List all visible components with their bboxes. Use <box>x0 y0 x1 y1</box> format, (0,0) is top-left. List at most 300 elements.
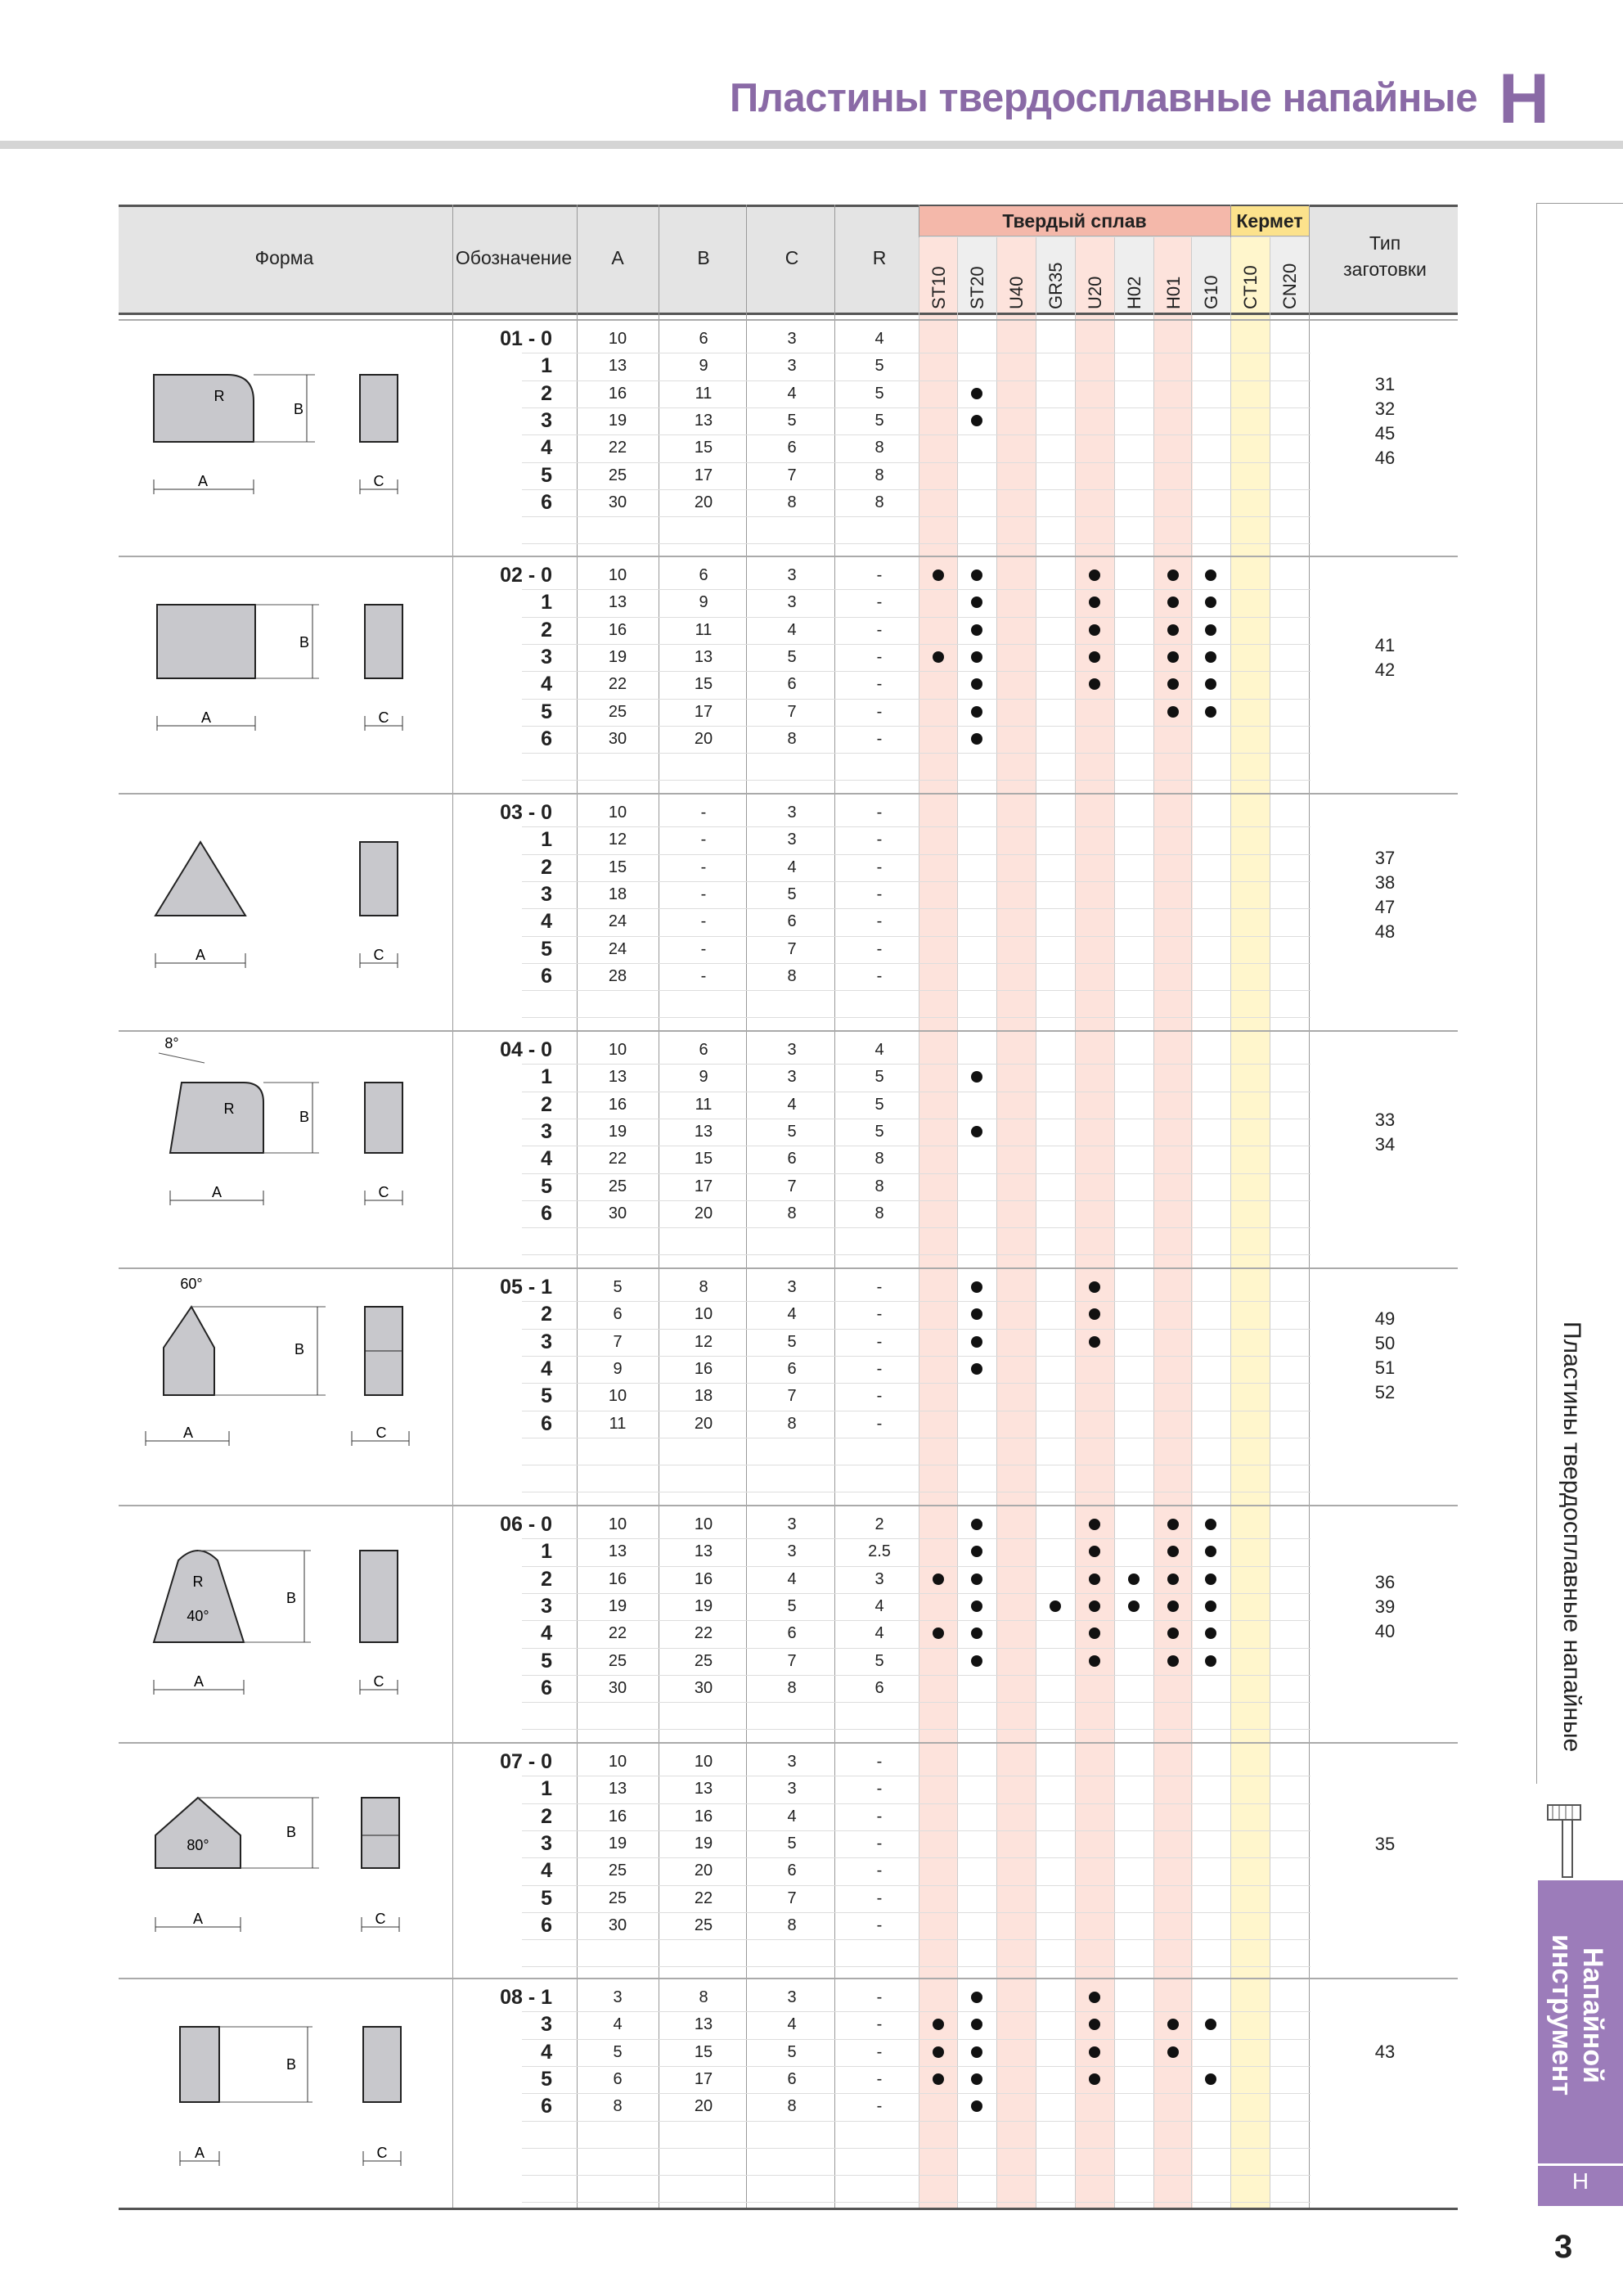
dimension-c: 5 <box>787 2042 797 2061</box>
svg-text:B: B <box>293 401 304 417</box>
dimension-b: - <box>700 858 707 876</box>
dimension-r: 5 <box>874 1651 884 1670</box>
availability-dot <box>1089 2073 1100 2085</box>
dimension-r: - <box>876 1834 883 1853</box>
dimension-r: 5 <box>874 1122 884 1141</box>
dimension-r: 8 <box>874 1177 884 1195</box>
availability-dot <box>971 1627 982 1639</box>
designation-code: 3 <box>541 1119 552 1143</box>
dimension-b: 9 <box>699 1068 708 1087</box>
dimension-a: 25 <box>608 1177 627 1195</box>
dimension-c: 3 <box>787 1515 797 1533</box>
dimension-c: 6 <box>787 675 797 694</box>
designation-code: 5 <box>541 1886 552 1910</box>
row-line <box>522 1702 1311 1703</box>
dimension-a: 13 <box>608 1068 627 1087</box>
blank-type: 36 <box>1374 1571 1396 1592</box>
dimension-c: 3 <box>787 1753 797 1771</box>
grade-label-g10: G10 <box>1201 275 1221 309</box>
blank-type: 51 <box>1374 1357 1396 1378</box>
availability-dot <box>1205 569 1216 581</box>
row-line <box>522 1729 1311 1730</box>
designation-code: 3 <box>541 882 552 906</box>
title-divider <box>0 141 1623 149</box>
availability-dot <box>1128 1600 1140 1612</box>
grade-stripe <box>919 314 958 2209</box>
availability-dot <box>971 2073 982 2085</box>
dimension-b: 13 <box>694 647 713 666</box>
header-b: B <box>697 247 710 268</box>
dimension-c: 4 <box>787 620 797 639</box>
dimension-a: 22 <box>608 675 627 694</box>
dimension-r: - <box>876 1753 883 1771</box>
dimension-c: 5 <box>787 1122 797 1141</box>
grade-divider <box>1191 237 1192 2209</box>
svg-text:C: C <box>376 2145 388 2161</box>
designation-code: 4 <box>541 1357 552 1380</box>
grade-stripe <box>996 314 1036 2209</box>
dimension-b: 10 <box>694 1753 713 1771</box>
shape-08 <box>123 1989 450 2210</box>
header-a: A <box>611 247 624 268</box>
availability-dot <box>1167 2046 1179 2058</box>
availability-dot <box>933 2046 944 2058</box>
svg-text:R: R <box>192 1573 204 1590</box>
shape-02 <box>123 562 450 783</box>
row-line <box>522 516 1311 517</box>
designation-code: 1 <box>541 354 552 378</box>
availability-dot <box>971 1126 982 1137</box>
grade-label-u20: U20 <box>1085 276 1105 309</box>
cermet-stripe <box>1230 314 1270 2209</box>
header-carbide: Твердый сплав <box>919 206 1230 236</box>
dimension-a: 30 <box>608 1678 627 1697</box>
shape-03 <box>123 799 450 1020</box>
designation-code: 02 - 0 <box>500 564 552 587</box>
header-type-2: заготовки <box>1343 259 1427 280</box>
dimension-a: 30 <box>608 1916 627 1934</box>
designation-code: 6 <box>541 727 552 750</box>
svg-text:8°: 8° <box>164 1035 179 1051</box>
dimension-c: 4 <box>787 1569 797 1588</box>
dimension-a: 30 <box>608 1204 627 1222</box>
availability-dot <box>1089 651 1100 663</box>
blank-types <box>1315 372 1454 470</box>
dimension-r: - <box>876 593 883 612</box>
shape-04 <box>123 1017 450 1238</box>
designation-code: 4 <box>541 1147 552 1171</box>
blank-type: 40 <box>1374 1620 1396 1641</box>
svg-text:60°: 60° <box>180 1276 203 1292</box>
availability-dot <box>971 1546 982 1557</box>
svg-text:B: B <box>299 634 310 651</box>
tab-letter: H <box>1571 2168 1589 2194</box>
dimension-a: 24 <box>608 912 627 931</box>
side-divider <box>1536 203 1537 1784</box>
dimension-c: 3 <box>787 1542 797 1561</box>
availability-dot <box>1205 678 1216 690</box>
dimension-a: 13 <box>608 1780 627 1799</box>
dimension-c: 7 <box>787 702 797 721</box>
blank-types <box>1315 1832 1454 1857</box>
dimension-a: 10 <box>608 566 627 584</box>
availability-dot <box>971 1519 982 1530</box>
availability-dot <box>1205 2073 1216 2085</box>
dimension-r: 4 <box>874 1596 884 1615</box>
availability-dot <box>1205 624 1216 636</box>
dimension-b: 20 <box>694 493 713 511</box>
svg-text:C: C <box>378 709 389 726</box>
dimension-b: 22 <box>694 1624 713 1643</box>
dimension-a: 22 <box>608 439 627 457</box>
grade-divider <box>996 237 997 2209</box>
dimension-a: 4 <box>613 2015 623 2034</box>
dimension-c: 3 <box>787 1068 797 1087</box>
dimension-b: 20 <box>694 1414 713 1433</box>
dimension-b: 19 <box>694 1834 713 1853</box>
availability-dot <box>971 1992 982 2003</box>
dimension-a: 19 <box>608 1122 627 1141</box>
availability-dot <box>971 569 982 581</box>
svg-text:A: A <box>200 709 212 726</box>
group-separator <box>119 319 1458 321</box>
blank-type: 39 <box>1374 1596 1396 1617</box>
dimension-b: 13 <box>694 1542 713 1561</box>
designation-code: 4 <box>541 1622 552 1645</box>
dimension-c: 6 <box>787 1862 797 1880</box>
dimension-r: - <box>876 885 883 903</box>
blank-types <box>1315 2040 1454 2064</box>
shape-07 <box>123 1745 450 1966</box>
shape-06 <box>123 1508 450 1729</box>
blank-types <box>1315 1108 1454 1157</box>
dimension-a: 5 <box>613 1278 623 1296</box>
dimension-a: 30 <box>608 493 627 511</box>
svg-text:C: C <box>373 1673 384 1690</box>
dimension-r: - <box>876 620 883 639</box>
blank-types <box>1315 633 1454 682</box>
dimension-r: 6 <box>874 1678 884 1697</box>
dimension-b: 20 <box>694 2097 713 2116</box>
grade-label-cn20: CN20 <box>1279 263 1300 309</box>
designation-code: 1 <box>541 1065 552 1089</box>
dimension-r: - <box>876 566 883 584</box>
blank-type: 49 <box>1374 1308 1396 1329</box>
dimension-a: 9 <box>613 1359 623 1378</box>
dimension-a: 10 <box>608 1041 627 1059</box>
dimension-r: - <box>876 1414 883 1433</box>
dimension-c: 3 <box>787 593 797 612</box>
dimension-a: 25 <box>608 1862 627 1880</box>
dimension-a: 12 <box>608 831 627 849</box>
dimension-a: 28 <box>608 966 627 985</box>
dimension-b: 18 <box>694 1387 713 1406</box>
availability-dot <box>1167 624 1179 636</box>
blank-type: 37 <box>1374 847 1396 868</box>
column-divider <box>834 205 835 2209</box>
availability-dot <box>1089 569 1100 581</box>
dimension-b: 30 <box>694 1678 713 1697</box>
dimension-a: 19 <box>608 1834 627 1853</box>
availability-dot <box>1205 651 1216 663</box>
availability-dot <box>1205 1519 1216 1530</box>
availability-dot <box>1089 1600 1100 1612</box>
dimension-b: - <box>700 939 707 958</box>
dimension-r: - <box>876 1862 883 1880</box>
dimension-c: 3 <box>787 1278 797 1296</box>
grade-divider <box>1153 237 1154 2209</box>
dimension-c: 8 <box>787 729 797 748</box>
section-letter: H <box>1498 60 1549 138</box>
designation-code: 2 <box>541 381 552 405</box>
dimension-c: 4 <box>787 1305 797 1324</box>
designation-code: 6 <box>541 1201 552 1225</box>
dimension-c: 6 <box>787 1359 797 1378</box>
dimension-r: - <box>876 939 883 958</box>
dimension-a: 10 <box>608 330 627 348</box>
designation-code: 5 <box>541 700 552 723</box>
svg-text:R: R <box>214 388 225 404</box>
dimension-r: - <box>876 1780 883 1799</box>
dimension-r: - <box>876 1988 883 2006</box>
designation-code: 5 <box>541 463 552 487</box>
grade-label-gr35: GR35 <box>1045 262 1066 309</box>
grade-divider <box>1075 237 1076 2209</box>
dimension-c: 7 <box>787 1889 797 1907</box>
availability-dot <box>971 2019 982 2030</box>
svg-text:B: B <box>285 1824 297 1840</box>
dimension-c: 3 <box>787 1780 797 1799</box>
dimension-r: - <box>876 966 883 985</box>
dimension-c: 3 <box>787 357 797 376</box>
dimension-c: 5 <box>787 411 797 430</box>
dimension-c: 6 <box>787 439 797 457</box>
dimension-a: 13 <box>608 593 627 612</box>
designation-code: 6 <box>541 1913 552 1937</box>
dimension-b: - <box>700 831 707 849</box>
dimension-b: 6 <box>699 1041 708 1059</box>
dimension-r: - <box>876 702 883 721</box>
dimension-r: 2.5 <box>868 1542 891 1561</box>
dimension-a: 25 <box>608 1889 627 1907</box>
tab-divider <box>1538 2163 1623 2166</box>
column-divider <box>746 205 747 2209</box>
designation-code: 2 <box>541 1092 552 1116</box>
dimension-a: 10 <box>608 1387 627 1406</box>
availability-dot <box>1167 569 1179 581</box>
header-designation: Обозначение <box>455 247 573 268</box>
svg-text:A: A <box>211 1184 223 1200</box>
availability-dot <box>1089 1992 1100 2003</box>
dimension-a: 25 <box>608 1651 627 1670</box>
header-form: Форма <box>254 247 314 268</box>
dimension-a: 19 <box>608 647 627 666</box>
row-line <box>522 2121 1311 2122</box>
availability-dot <box>1089 624 1100 636</box>
dimension-c: 4 <box>787 1807 797 1826</box>
dimension-b: 15 <box>694 675 713 694</box>
dimension-b: 8 <box>699 1988 708 2006</box>
dimension-c: 5 <box>787 1596 797 1615</box>
dimension-c: 8 <box>787 2097 797 2116</box>
availability-dot <box>1167 651 1179 663</box>
availability-dot <box>1205 2019 1216 2030</box>
designation-code: 4 <box>541 436 552 460</box>
dimension-a: 3 <box>613 1988 623 2006</box>
availability-dot <box>1167 706 1179 718</box>
designation-code: 1 <box>541 591 552 615</box>
dimension-b: 16 <box>694 1359 713 1378</box>
dimension-r: - <box>876 912 883 931</box>
dimension-r: - <box>876 1807 883 1826</box>
dimension-r: - <box>876 2069 883 2088</box>
blank-type: 35 <box>1374 1833 1396 1854</box>
dimension-a: 13 <box>608 357 627 376</box>
shape-05 <box>123 1258 450 1479</box>
availability-dot <box>1205 1627 1216 1639</box>
dimension-c: 4 <box>787 1095 797 1114</box>
grade-label-st10: ST10 <box>928 266 949 309</box>
svg-text:C: C <box>373 473 384 489</box>
blank-type: 48 <box>1374 921 1396 942</box>
dimension-b: 20 <box>694 1204 713 1222</box>
designation-code: 01 - 0 <box>500 327 552 350</box>
dimension-c: 5 <box>787 1834 797 1853</box>
svg-text:A: A <box>182 1425 194 1441</box>
dimension-b: 6 <box>699 330 708 348</box>
designation-code: 3 <box>541 2013 552 2037</box>
row-line <box>522 1939 1311 1940</box>
availability-dot <box>971 678 982 690</box>
availability-dot <box>971 1655 982 1667</box>
side-divider-top <box>1536 203 1623 204</box>
dimension-b: 20 <box>694 1862 713 1880</box>
grade-label-st20: ST20 <box>967 266 987 309</box>
availability-dot <box>971 1071 982 1083</box>
dimension-a: 10 <box>608 1753 627 1771</box>
grade-divider <box>1230 237 1231 2209</box>
svg-text:R: R <box>223 1101 235 1117</box>
row-line <box>522 753 1311 754</box>
designation-code: 6 <box>541 964 552 988</box>
availability-dot <box>1089 1519 1100 1530</box>
dimension-c: 7 <box>787 939 797 958</box>
designation-code: 3 <box>541 1831 552 1855</box>
dimension-b: 10 <box>694 1305 713 1324</box>
designation-code: 3 <box>541 408 552 432</box>
dimension-b: 11 <box>695 384 713 403</box>
row-line <box>522 543 1311 544</box>
row-line <box>522 2175 1311 2176</box>
dimension-c: 7 <box>787 466 797 484</box>
availability-dot <box>971 388 982 399</box>
grade-label-u40: U40 <box>1006 276 1027 309</box>
svg-text:40°: 40° <box>187 1608 209 1624</box>
dimension-b: 9 <box>699 357 708 376</box>
availability-dot <box>971 415 982 426</box>
tab-label-2: инструмент <box>1546 1934 1577 2096</box>
designation-code: 6 <box>541 2095 552 2118</box>
dimension-b: 17 <box>694 1177 713 1195</box>
availability-dot <box>971 2100 982 2112</box>
dimension-b: 13 <box>694 1122 713 1141</box>
dimension-b: 11 <box>695 1095 713 1114</box>
dimension-b: - <box>700 966 707 985</box>
dimension-a: 22 <box>608 1150 627 1168</box>
availability-dot <box>1167 1519 1179 1530</box>
dimension-r: 8 <box>874 1204 884 1222</box>
designation-code: 4 <box>541 910 552 934</box>
dimension-a: 19 <box>608 411 627 430</box>
dimension-b: 16 <box>694 1807 713 1826</box>
blank-type: 41 <box>1374 634 1396 655</box>
dimension-a: 6 <box>613 1305 623 1324</box>
dimension-c: 3 <box>787 1041 797 1059</box>
svg-text:80°: 80° <box>187 1837 209 1853</box>
designation-code: 03 - 0 <box>500 801 552 824</box>
dimension-b: 15 <box>694 2042 713 2061</box>
blank-type: 38 <box>1374 871 1396 893</box>
dimension-r: 5 <box>874 384 884 403</box>
dimension-r: 2 <box>874 1515 884 1533</box>
svg-text:A: A <box>193 1673 205 1690</box>
dimension-c: 6 <box>787 912 797 931</box>
row-line <box>522 2148 1311 2149</box>
page-number: 3 <box>1554 2229 1573 2265</box>
dimension-c: 5 <box>787 885 797 903</box>
dimension-a: 16 <box>608 1095 627 1114</box>
availability-dot <box>971 706 982 718</box>
designation-code: 3 <box>541 645 552 669</box>
group-separator <box>119 1742 1458 1744</box>
dimension-r: - <box>876 858 883 876</box>
availability-dot <box>1205 1546 1216 1557</box>
row-line <box>522 990 1311 991</box>
dimension-r: - <box>876 2015 883 2034</box>
group-separator <box>119 1505 1458 1506</box>
dimension-r: - <box>876 1359 883 1378</box>
blank-type: 31 <box>1374 373 1396 394</box>
designation-code: 2 <box>541 1567 552 1591</box>
designation-code: 1 <box>541 828 552 852</box>
dimension-a: 11 <box>609 1414 627 1433</box>
dimension-c: 5 <box>787 1332 797 1351</box>
dimension-b: 19 <box>694 1596 713 1615</box>
blank-type: 50 <box>1374 1332 1396 1353</box>
dimension-r: 5 <box>874 357 884 376</box>
dimension-a: 16 <box>608 1807 627 1826</box>
dimension-c: 3 <box>787 831 797 849</box>
dimension-a: 25 <box>608 702 627 721</box>
dimension-b: - <box>700 912 707 931</box>
dimension-r: - <box>876 675 883 694</box>
designation-code: 5 <box>541 2067 552 2091</box>
availability-dot <box>1050 1600 1061 1612</box>
dimension-c: 3 <box>787 1988 797 2006</box>
dimension-a: 10 <box>608 804 627 822</box>
availability-dot <box>971 1600 982 1612</box>
blank-type: 46 <box>1374 447 1396 468</box>
dimension-r: 8 <box>874 1150 884 1168</box>
page-title: Пластины твердосплавные напайные <box>729 76 1477 120</box>
availability-dot <box>1089 2046 1100 2058</box>
dimension-c: 6 <box>787 1624 797 1643</box>
availability-dot <box>971 1363 982 1375</box>
svg-text:C: C <box>373 947 384 963</box>
designation-code: 04 - 0 <box>500 1038 552 1061</box>
availability-dot <box>971 624 982 636</box>
dimension-b: 16 <box>694 1569 713 1588</box>
